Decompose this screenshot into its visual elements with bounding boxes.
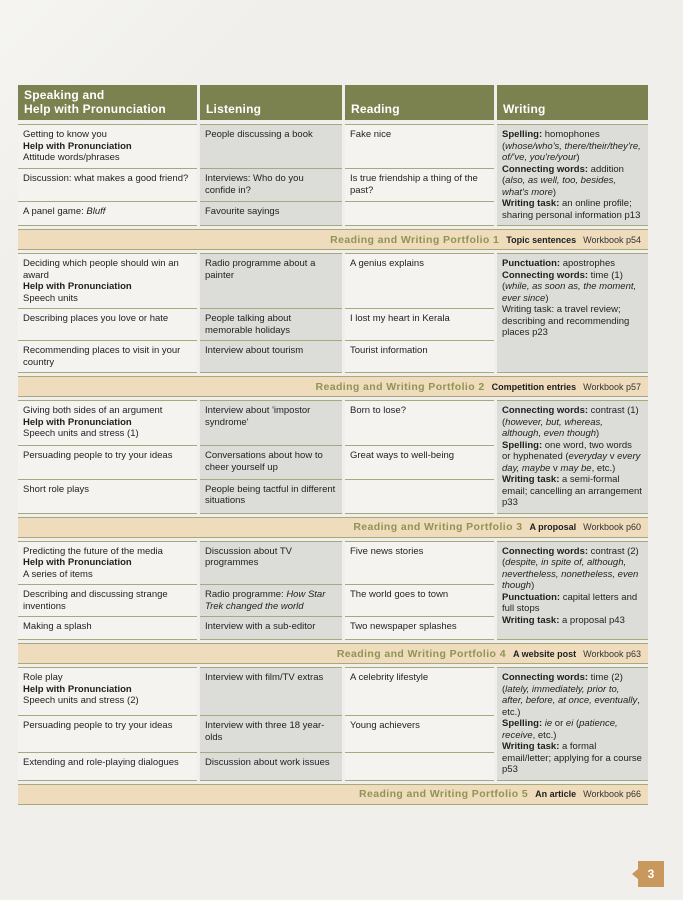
speaking-cell [18, 341, 197, 373]
speaking-cell [18, 169, 197, 202]
text-segment: ) [576, 152, 580, 163]
unit-block-4 [18, 541, 648, 641]
text-segment: How Star Trek changed the world [205, 589, 326, 612]
text-segment: ) [552, 186, 557, 198]
reading-cell [345, 585, 494, 617]
speaking-cell [18, 124, 197, 169]
text-segment: Connecting words: [502, 545, 589, 557]
text-segment: Speech units [23, 292, 78, 304]
text-segment: People talking about memorable holidays [205, 313, 292, 336]
listening-cell [200, 480, 342, 514]
speaking-cell [18, 202, 197, 226]
text-segment: Great ways to well-being [350, 450, 455, 462]
portfolio-title: Reading and Writing Portfolio 1 [330, 233, 500, 246]
text-segment: A panel game: [23, 206, 87, 218]
text-segment: Short role plays [23, 483, 90, 495]
text-segment: despite, in spite of, although, nevertheless, nonetheless, even though [502, 557, 639, 591]
portfolio-workbook: Workbook p57 [583, 381, 641, 392]
text-segment: Deciding which people should win an award [23, 258, 179, 281]
text-segment: People discussing a book [205, 129, 313, 140]
text-segment: ie [544, 718, 553, 729]
listening-cell [200, 585, 342, 617]
text-segment: Attitude words/phrases [23, 152, 120, 163]
table-body [18, 124, 648, 805]
portfolio-banner-5 [18, 784, 648, 805]
page-number-tab [638, 861, 664, 887]
reading-cell [345, 169, 494, 202]
text-segment: Making a splash [23, 621, 92, 632]
text-segment: a formal email/letter; applying for a course p53 [502, 741, 642, 775]
header-speaking-pronunciation [18, 85, 197, 120]
syllabus-table [18, 85, 648, 808]
speaking-cell [18, 480, 197, 514]
writing-cell [497, 400, 648, 514]
listening-cell [200, 446, 342, 480]
reading-cell [345, 541, 494, 586]
writing-cell [497, 253, 648, 373]
reading-cell [345, 617, 494, 640]
listening-cell [200, 716, 342, 753]
text-segment: , etc.) [502, 695, 640, 718]
portfolio-title: Reading and Writing Portfolio 4 [336, 647, 506, 660]
text-segment: Help with Pronunciation [23, 683, 132, 695]
portfolio-title: Reading and Writing Portfolio 5 [358, 788, 529, 800]
text-segment: Writing task: [502, 614, 560, 626]
text-segment: Is true friendship a thing of the past? [350, 173, 478, 196]
text-segment: Help with Pronunciation [23, 140, 132, 152]
text-segment: Five news stories [350, 545, 424, 557]
text-segment: Recommending places to visit in your country [23, 345, 181, 368]
text-segment: patience, receive [502, 718, 618, 741]
text-segment: Spelling: [502, 129, 543, 140]
portfolio-banner-4 [18, 643, 648, 664]
text-segment: v [607, 451, 618, 462]
text-segment: time (1) ( [502, 269, 623, 292]
text-segment: ei [565, 718, 574, 729]
text-segment: Help with Pronunciation [23, 416, 132, 428]
text-segment: Interview about 'impostor syndrome' [205, 405, 311, 428]
portfolio-topic: Topic sentences [506, 234, 577, 245]
text-segment: also, as well, too, besides, what's more [502, 175, 617, 198]
text-segment: Extending and role-playing dialogues [23, 756, 179, 768]
portfolio-banner-3 [18, 517, 648, 538]
text-segment: Young achievers [350, 720, 420, 732]
text-segment: Speech units and stress (1) [23, 428, 139, 439]
text-segment: Predicting the future of the media [23, 545, 163, 557]
text-segment: Punctuation: [502, 258, 561, 269]
text-segment: whose/who's, there/their/they're, of/'ve, you're/your [502, 140, 641, 163]
text-segment: Interview with film/TV extras [205, 672, 324, 683]
text-segment: Writing task: a travel review; describing and recommending places p23 [502, 304, 630, 338]
page-number: 3 [647, 867, 655, 881]
text-segment: v [550, 462, 561, 474]
text-segment: Two newspaper splashes [350, 621, 457, 632]
text-segment: Getting to know you [23, 129, 107, 140]
speaking-cell [18, 716, 197, 753]
listening-cell [200, 253, 342, 309]
text-segment: ) [545, 292, 549, 304]
text-segment: addition ( [502, 163, 624, 186]
unit-block-2 [18, 253, 648, 373]
text-segment: Writing task: [502, 198, 560, 209]
text-segment: capital letters and full stops [502, 591, 638, 614]
listening-cell [200, 202, 342, 226]
text-segment: Tourist information [350, 345, 428, 356]
text-segment: Discussion about work issues [205, 756, 330, 768]
unit-block-3 [18, 400, 648, 514]
reading-cell [345, 667, 494, 716]
header-writing: Writing [497, 85, 648, 120]
text-segment: Interview about tourism [205, 345, 304, 356]
reading-cell [345, 341, 494, 373]
text-segment: I lost my heart in Kerala [350, 313, 450, 324]
speaking-cell [18, 585, 197, 617]
listening-cell [200, 753, 342, 781]
writing-cell [497, 667, 648, 781]
text-segment: Born to lose? [350, 405, 406, 416]
listening-cell [200, 667, 342, 716]
reading-cell [345, 253, 494, 309]
text-segment: or [552, 718, 566, 729]
text-segment: Persuading people to try your ideas [23, 450, 173, 462]
portfolio-banner-1 [18, 229, 648, 250]
header-reading: Reading [345, 85, 494, 120]
text-segment: ) [596, 428, 600, 439]
table-header-row [18, 85, 648, 120]
text-segment: a proposal p43 [559, 614, 625, 626]
portfolio-topic: A website post [512, 648, 577, 659]
portfolio-topic: Competition entries [491, 381, 577, 392]
unit-block-1 [18, 124, 648, 226]
text-segment: apostrophes [560, 258, 615, 269]
header-listening: Listening [200, 85, 342, 120]
header-speaking-line1: Speaking and [24, 88, 105, 102]
text-segment: Connecting words: [502, 672, 589, 683]
text-segment: People being tactful in different situations [205, 483, 336, 507]
text-segment: Radio programme about a painter [205, 258, 316, 281]
listening-cell [200, 400, 342, 446]
text-segment: everyday [568, 451, 608, 462]
text-segment: Interviews: Who do you confide in? [205, 173, 304, 196]
speaking-cell [18, 617, 197, 640]
listening-cell [200, 341, 342, 373]
listening-cell [200, 617, 342, 640]
text-segment: a semi-formal email; cancelling an arrangement p33 [502, 474, 642, 508]
text-segment: Role play [23, 672, 63, 683]
text-segment: Fake nice [350, 129, 392, 140]
text-segment: Describing and discussing strange inventions [23, 589, 168, 612]
text-segment: lately, immediately, prior to, after, before, at once, eventually [502, 683, 638, 706]
text-segment: Connecting words: [502, 405, 589, 416]
text-segment: while, as soon as, the moment, ever since [502, 281, 637, 304]
listening-cell [200, 541, 342, 586]
text-segment: time (2) ( [502, 672, 623, 695]
text-segment: Radio programme: [205, 589, 287, 600]
text-segment: Help with Pronunciation [23, 557, 132, 568]
text-segment: however, but, whereas, although, even though [502, 416, 603, 439]
text-segment: Spelling: [502, 439, 543, 451]
reading-cell [345, 480, 494, 514]
text-segment: one word, two words or hyphenated ( [502, 439, 632, 462]
text-segment: Interview with a sub-editor [205, 621, 316, 632]
portfolio-title: Reading and Writing Portfolio 3 [353, 521, 523, 533]
speaking-cell [18, 446, 197, 480]
text-segment: Interview with three 18 year-olds [205, 720, 325, 743]
text-segment: Giving both sides of an argument [23, 405, 163, 416]
reading-cell [345, 124, 494, 169]
speaking-cell [18, 541, 197, 586]
text-segment: may be [560, 462, 592, 474]
portfolio-workbook: Workbook p54 [583, 234, 641, 245]
reading-cell [345, 446, 494, 480]
listening-cell [200, 124, 342, 169]
text-segment: an online profile; sharing personal information p13 [502, 198, 641, 221]
text-segment: contrast (1) ( [502, 405, 639, 428]
text-segment: Discussion: what makes a good friend? [23, 173, 189, 185]
reading-cell [345, 202, 494, 226]
speaking-cell [18, 309, 197, 341]
speaking-cell [18, 253, 197, 309]
text-segment: every day, maybe [502, 451, 641, 474]
text-segment: Punctuation: [502, 591, 561, 603]
text-segment: ) [531, 580, 535, 591]
text-segment: Persuading people to try your ideas [23, 720, 173, 732]
text-segment: Favourite sayings [205, 206, 280, 218]
listening-cell [200, 169, 342, 202]
reading-cell [345, 400, 494, 446]
text-segment: Speech units and stress (2) [23, 695, 139, 706]
text-segment: A genius explains [350, 258, 424, 269]
text-segment: Help with Pronunciation [23, 281, 132, 292]
text-segment: contrast (2) ( [502, 545, 639, 568]
text-segment: Discussion about TV programmes [205, 545, 292, 568]
text-segment: homophones ( [502, 129, 600, 152]
portfolio-workbook: Workbook p66 [583, 789, 641, 799]
text-segment: A celebrity lifestyle [350, 672, 429, 683]
portfolio-topic: An article [535, 789, 577, 799]
header-speaking-line2: Help with Pronunciation [24, 102, 166, 116]
portfolio-title: Reading and Writing Portfolio 2 [315, 380, 485, 393]
text-segment: A series of items [23, 568, 93, 580]
text-segment: , etc.) [532, 729, 557, 741]
reading-cell [345, 309, 494, 341]
writing-cell [497, 541, 648, 641]
reading-cell [345, 753, 494, 781]
reading-cell [345, 716, 494, 753]
portfolio-workbook: Workbook p60 [583, 522, 641, 532]
text-segment: The world goes to town [350, 589, 449, 600]
portfolio-workbook: Workbook p63 [583, 648, 641, 659]
speaking-cell [18, 667, 197, 716]
text-segment: Spelling: [502, 718, 543, 729]
speaking-cell [18, 753, 197, 781]
listening-cell [200, 309, 342, 341]
portfolio-topic: A proposal [529, 522, 577, 532]
unit-block-5 [18, 667, 648, 781]
portfolio-banner-2 [18, 376, 648, 397]
text-segment: Connecting words: [502, 163, 589, 175]
text-segment: Conversations about how to cheer yourself up [205, 450, 323, 473]
speaking-cell [18, 400, 197, 446]
text-segment: Writing task: [502, 474, 560, 485]
writing-cell [497, 124, 648, 226]
text-segment: Bluff [86, 206, 106, 218]
text-segment: ( [573, 718, 580, 729]
text-segment: Connecting words: [502, 269, 589, 281]
text-segment: Describing places you love or hate [23, 313, 169, 324]
text-segment: Writing task: [502, 741, 560, 752]
text-segment: , etc.) [591, 462, 616, 474]
